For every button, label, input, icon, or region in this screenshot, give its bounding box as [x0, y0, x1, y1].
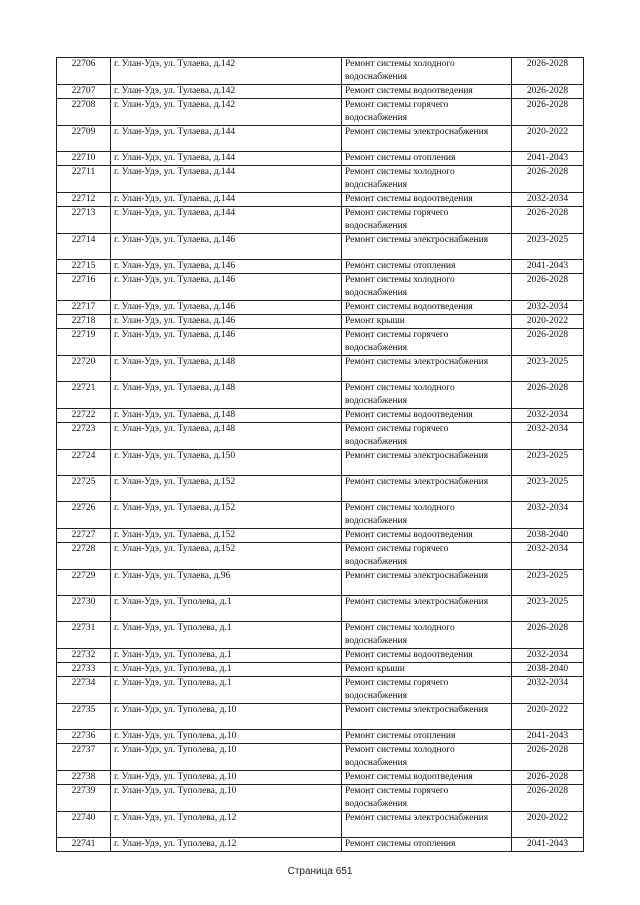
row-id-cell: 22740	[57, 812, 111, 838]
table-row	[57, 596, 584, 622]
table-row	[57, 382, 584, 409]
period-cell: 2032-2034	[512, 502, 584, 529]
work-type-cell: Ремонт системы водоотведения	[342, 649, 512, 663]
work-type-cell: Ремонт системы водоотведения	[342, 85, 512, 99]
table-row	[57, 570, 584, 596]
work-type-cell: Ремонт системы водоотведения	[342, 771, 512, 785]
work-type-cell: Ремонт системы отопления	[342, 730, 512, 744]
period-cell: 2032-2034	[512, 193, 584, 207]
work-type-cell: Ремонт крыши	[342, 663, 512, 677]
period-cell: 2026-2028	[512, 58, 584, 85]
address-cell: г. Улан-Удэ, ул. Туполева, д.1	[111, 677, 342, 704]
period-cell: 2023-2025	[512, 450, 584, 476]
period-cell: 2020-2022	[512, 315, 584, 329]
row-id-cell: 22708	[57, 99, 111, 126]
address-cell: г. Улан-Удэ, ул. Тулаева, д.146	[111, 315, 342, 329]
row-id-cell: 22727	[57, 529, 111, 543]
period-cell: 2026-2028	[512, 771, 584, 785]
row-id-cell: 22728	[57, 543, 111, 570]
address-cell: г. Улан-Удэ, ул. Туполева, д.10	[111, 744, 342, 771]
period-cell: 2032-2034	[512, 301, 584, 315]
work-type-cell: Ремонт системы горячего водоснабжения	[342, 785, 512, 812]
table-body	[57, 58, 584, 852]
table-row	[57, 58, 584, 85]
work-type-cell: Ремонт системы холодного водоснабжения	[342, 58, 512, 85]
address-cell: г. Улан-Удэ, ул. Туполева, д.12	[111, 838, 342, 852]
repair-schedule-table	[56, 57, 584, 852]
work-type-cell: Ремонт системы водоотведения	[342, 301, 512, 315]
period-cell: 2041-2043	[512, 838, 584, 852]
period-cell: 2026-2028	[512, 85, 584, 99]
address-cell: г. Улан-Удэ, ул. Тулаева, д.144	[111, 152, 342, 166]
table-row	[57, 812, 584, 838]
work-type-cell: Ремонт системы электроснабжения	[342, 234, 512, 260]
work-type-cell: Ремонт системы отопления	[342, 838, 512, 852]
period-cell: 2032-2034	[512, 649, 584, 663]
period-cell: 2032-2034	[512, 543, 584, 570]
address-cell: г. Улан-Удэ, ул. Туполева, д.1	[111, 622, 342, 649]
table-row	[57, 502, 584, 529]
work-type-cell: Ремонт системы горячего водоснабжения	[342, 423, 512, 450]
period-cell: 2026-2028	[512, 382, 584, 409]
address-cell: г. Улан-Удэ, ул. Тулаева, д.96	[111, 570, 342, 596]
work-type-cell: Ремонт системы отопления	[342, 260, 512, 274]
row-id-cell: 22732	[57, 649, 111, 663]
row-id-cell: 22737	[57, 744, 111, 771]
row-id-cell: 22736	[57, 730, 111, 744]
period-cell: 2026-2028	[512, 329, 584, 356]
table-row	[57, 785, 584, 812]
row-id-cell: 22729	[57, 570, 111, 596]
row-id-cell: 22730	[57, 596, 111, 622]
period-cell: 2041-2043	[512, 730, 584, 744]
row-id-cell: 22741	[57, 838, 111, 852]
row-id-cell: 22715	[57, 260, 111, 274]
address-cell: г. Улан-Удэ, ул. Туполева, д.10	[111, 771, 342, 785]
row-id-cell: 22726	[57, 502, 111, 529]
table-row	[57, 126, 584, 152]
work-type-cell: Ремонт системы холодного водоснабжения	[342, 744, 512, 771]
row-id-cell: 22713	[57, 207, 111, 234]
row-id-cell: 22739	[57, 785, 111, 812]
row-id-cell: 22712	[57, 193, 111, 207]
work-type-cell: Ремонт системы водоотведения	[342, 193, 512, 207]
row-id-cell: 22721	[57, 382, 111, 409]
address-cell: г. Улан-Удэ, ул. Тулаева, д.146	[111, 301, 342, 315]
table-row	[57, 207, 584, 234]
table-row	[57, 704, 584, 730]
work-type-cell: Ремонт системы электроснабжения	[342, 476, 512, 502]
address-cell: г. Улан-Удэ, ул. Тулаева, д.144	[111, 207, 342, 234]
work-type-cell: Ремонт системы электроснабжения	[342, 126, 512, 152]
table-row	[57, 423, 584, 450]
address-cell: г. Улан-Удэ, ул. Тулаева, д.148	[111, 356, 342, 382]
period-cell: 2020-2022	[512, 704, 584, 730]
table-row	[57, 529, 584, 543]
period-cell: 2026-2028	[512, 274, 584, 301]
period-cell: 2038-2040	[512, 529, 584, 543]
address-cell: г. Улан-Удэ, ул. Тулаева, д.144	[111, 193, 342, 207]
period-cell: 2041-2043	[512, 260, 584, 274]
period-cell: 2041-2043	[512, 152, 584, 166]
period-cell: 2026-2028	[512, 99, 584, 126]
row-id-cell: 22725	[57, 476, 111, 502]
table-row	[57, 838, 584, 852]
address-cell: г. Улан-Удэ, ул. Тулаева, д.148	[111, 382, 342, 409]
address-cell: г. Улан-Удэ, ул. Тулаева, д.152	[111, 543, 342, 570]
address-cell: г. Улан-Удэ, ул. Тулаева, д.144	[111, 126, 342, 152]
row-id-cell: 22723	[57, 423, 111, 450]
page-number: Страница 651	[287, 866, 353, 877]
work-type-cell: Ремонт системы холодного водоснабжения	[342, 274, 512, 301]
address-cell: г. Улан-Удэ, ул. Тулаева, д.152	[111, 529, 342, 543]
table-row	[57, 356, 584, 382]
period-cell: 2026-2028	[512, 207, 584, 234]
table-row	[57, 771, 584, 785]
work-type-cell: Ремонт системы отопления	[342, 152, 512, 166]
period-cell: 2023-2025	[512, 596, 584, 622]
period-cell: 2032-2034	[512, 677, 584, 704]
table-row	[57, 476, 584, 502]
address-cell: г. Улан-Удэ, ул. Тулаева, д.152	[111, 476, 342, 502]
row-id-cell: 22722	[57, 409, 111, 423]
work-type-cell: Ремонт системы электроснабжения	[342, 356, 512, 382]
period-cell: 2023-2025	[512, 234, 584, 260]
table-row	[57, 260, 584, 274]
address-cell: г. Улан-Удэ, ул. Тулаева, д.144	[111, 166, 342, 193]
work-type-cell: Ремонт крыши	[342, 315, 512, 329]
table-row	[57, 315, 584, 329]
work-type-cell: Ремонт системы водоотведения	[342, 409, 512, 423]
work-type-cell: Ремонт системы холодного водоснабжения	[342, 622, 512, 649]
table-row	[57, 301, 584, 315]
period-cell: 2032-2034	[512, 409, 584, 423]
row-id-cell: 22731	[57, 622, 111, 649]
work-type-cell: Ремонт системы холодного водоснабжения	[342, 382, 512, 409]
table-row	[57, 409, 584, 423]
address-cell: г. Улан-Удэ, ул. Туполева, д.1	[111, 649, 342, 663]
table-row	[57, 730, 584, 744]
period-cell: 2020-2022	[512, 812, 584, 838]
period-cell: 2023-2025	[512, 570, 584, 596]
address-cell: г. Улан-Удэ, ул. Тулаева, д.146	[111, 260, 342, 274]
table-row	[57, 649, 584, 663]
address-cell: г. Улан-Удэ, ул. Тулаева, д.148	[111, 409, 342, 423]
row-id-cell: 22720	[57, 356, 111, 382]
table-row	[57, 329, 584, 356]
row-id-cell: 22717	[57, 301, 111, 315]
work-type-cell: Ремонт системы водоотведения	[342, 529, 512, 543]
work-type-cell: Ремонт системы горячего водоснабжения	[342, 99, 512, 126]
period-cell: 2023-2025	[512, 476, 584, 502]
work-type-cell: Ремонт системы горячего водоснабжения	[342, 677, 512, 704]
work-type-cell: Ремонт системы горячего водоснабжения	[342, 207, 512, 234]
address-cell: г. Улан-Удэ, ул. Тулаева, д.142	[111, 58, 342, 85]
table-row	[57, 744, 584, 771]
work-type-cell: Ремонт системы горячего водоснабжения	[342, 543, 512, 570]
table-row	[57, 622, 584, 649]
table-row	[57, 85, 584, 99]
address-cell: г. Улан-Удэ, ул. Тулаева, д.146	[111, 274, 342, 301]
table-row	[57, 166, 584, 193]
address-cell: г. Улан-Удэ, ул. Тулаева, д.146	[111, 329, 342, 356]
row-id-cell: 22716	[57, 274, 111, 301]
work-type-cell: Ремонт системы холодного водоснабжения	[342, 502, 512, 529]
work-type-cell: Ремонт системы электроснабжения	[342, 570, 512, 596]
table-row	[57, 450, 584, 476]
address-cell: г. Улан-Удэ, ул. Тулаева, д.146	[111, 234, 342, 260]
row-id-cell: 22718	[57, 315, 111, 329]
work-type-cell: Ремонт системы горячего водоснабжения	[342, 329, 512, 356]
table-row	[57, 663, 584, 677]
table-row	[57, 99, 584, 126]
period-cell: 2032-2034	[512, 423, 584, 450]
row-id-cell: 22734	[57, 677, 111, 704]
row-id-cell: 22719	[57, 329, 111, 356]
address-cell: г. Улан-Удэ, ул. Тулаева, д.150	[111, 450, 342, 476]
table-row	[57, 234, 584, 260]
row-id-cell: 22707	[57, 85, 111, 99]
address-cell: г. Улан-Удэ, ул. Туполева, д.1	[111, 663, 342, 677]
period-cell: 2038-2040	[512, 663, 584, 677]
table-row	[57, 193, 584, 207]
address-cell: г. Улан-Удэ, ул. Туполева, д.10	[111, 704, 342, 730]
period-cell: 2026-2028	[512, 622, 584, 649]
period-cell: 2026-2028	[512, 744, 584, 771]
row-id-cell: 22711	[57, 166, 111, 193]
work-type-cell: Ремонт системы электроснабжения	[342, 450, 512, 476]
row-id-cell: 22710	[57, 152, 111, 166]
address-cell: г. Улан-Удэ, ул. Туполева, д.1	[111, 596, 342, 622]
address-cell: г. Улан-Удэ, ул. Тулаева, д.142	[111, 99, 342, 126]
period-cell: 2020-2022	[512, 126, 584, 152]
period-cell: 2026-2028	[512, 785, 584, 812]
row-id-cell: 22735	[57, 704, 111, 730]
work-type-cell: Ремонт системы электроснабжения	[342, 704, 512, 730]
table-row	[57, 543, 584, 570]
address-cell: г. Улан-Удэ, ул. Туполева, д.10	[111, 785, 342, 812]
row-id-cell: 22714	[57, 234, 111, 260]
work-type-cell: Ремонт системы холодного водоснабжения	[342, 166, 512, 193]
address-cell: г. Улан-Удэ, ул. Тулаева, д.152	[111, 502, 342, 529]
address-cell: г. Улан-Удэ, ул. Тулаева, д.142	[111, 85, 342, 99]
table-row	[57, 152, 584, 166]
row-id-cell: 22709	[57, 126, 111, 152]
work-type-cell: Ремонт системы электроснабжения	[342, 596, 512, 622]
work-type-cell: Ремонт системы электроснабжения	[342, 812, 512, 838]
period-cell: 2026-2028	[512, 166, 584, 193]
address-cell: г. Улан-Удэ, ул. Туполева, д.12	[111, 812, 342, 838]
period-cell: 2023-2025	[512, 356, 584, 382]
row-id-cell: 22706	[57, 58, 111, 85]
row-id-cell: 22733	[57, 663, 111, 677]
row-id-cell: 22738	[57, 771, 111, 785]
table-row	[57, 274, 584, 301]
table-row	[57, 677, 584, 704]
address-cell: г. Улан-Удэ, ул. Тулаева, д.148	[111, 423, 342, 450]
row-id-cell: 22724	[57, 450, 111, 476]
address-cell: г. Улан-Удэ, ул. Туполева, д.10	[111, 730, 342, 744]
